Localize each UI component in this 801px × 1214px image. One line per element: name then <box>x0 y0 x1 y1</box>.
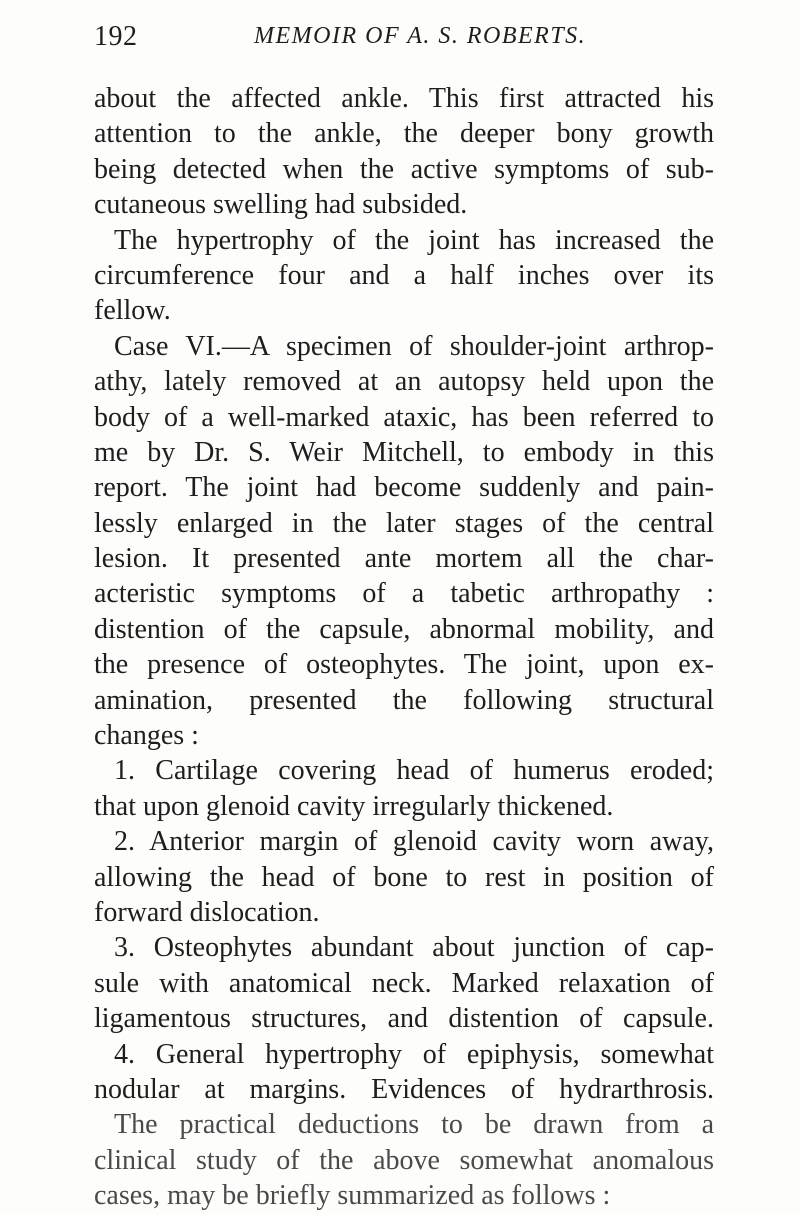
text-line: allowing the head of bone to rest in position of <box>94 861 714 893</box>
list-item-line: 2. Anterior margin of glenoid cavity worn away, <box>114 826 714 858</box>
list-item-line: 3. Osteophytes abundant about junction of cap- <box>114 932 714 964</box>
text-line: cases, may be briefly summarized as follows : <box>94 1180 611 1212</box>
body-text <box>94 81 714 1214</box>
text-line: cutaneous swelling had subsided. <box>94 189 468 221</box>
running-header <box>94 21 714 55</box>
text-line: The practical deductions to be drawn from a <box>114 1109 714 1141</box>
text-line: forward dislocation. <box>94 896 320 928</box>
text-line: fellow. <box>94 295 171 327</box>
text-line: clinical study of the above somewhat anomalous <box>94 1144 714 1176</box>
list-item-line: 1. Cartilage covering head of humerus eroded; <box>114 755 714 787</box>
text-line: report. The joint had become suddenly and pain- <box>94 472 714 504</box>
text-line: attention to the ankle, the deeper bony growth <box>94 118 714 150</box>
list-item-line: 4. General hypertrophy of epiphysis, somewhat <box>114 1038 714 1070</box>
case-heading-line: Case VI.—A specimen of shoulder-joint arthrop- <box>114 330 714 362</box>
text-line: The hypertrophy of the joint has increased the <box>114 224 714 256</box>
text-line: about the affected ankle. This first attracted his <box>94 83 714 114</box>
text-line: me by Dr. S. Weir Mitchell, to embody in this <box>94 436 714 468</box>
text-line: changes : <box>94 720 199 752</box>
text-line: lesion. It presented ante mortem all the char- <box>94 543 714 575</box>
text-line: sule with anatomical neck. Marked relaxation of <box>94 967 714 999</box>
text-line: nodular at margins. Evidences of hydrarthrosis. <box>94 1073 714 1105</box>
text-line: body of a well-marked ataxic, has been referred to <box>94 401 714 433</box>
text-line: the presence of osteophytes. The joint, upon ex- <box>94 649 714 681</box>
page-number: 192 <box>94 21 138 52</box>
text-line: amination, presented the following structural <box>94 684 714 716</box>
text-line: athy, lately removed at an autopsy held upon the <box>94 366 714 398</box>
text-line: circumference four and a half inches over its <box>94 259 714 291</box>
text-line: lessly enlarged in the later stages of the central <box>94 507 714 539</box>
text-line: distention of the capsule, abnormal mobility, and <box>94 613 714 645</box>
text-line: being detected when the active symptoms of sub- <box>94 153 714 185</box>
text-line: acteristic symptoms of a tabetic arthropathy : <box>94 578 714 610</box>
running-title: MEMOIR OF A. S. ROBERTS. <box>254 23 587 49</box>
text-line: that upon glenoid cavity irregularly thickened. <box>94 790 614 822</box>
text-line: ligamentous structures, and distention of capsule. <box>94 1003 714 1035</box>
